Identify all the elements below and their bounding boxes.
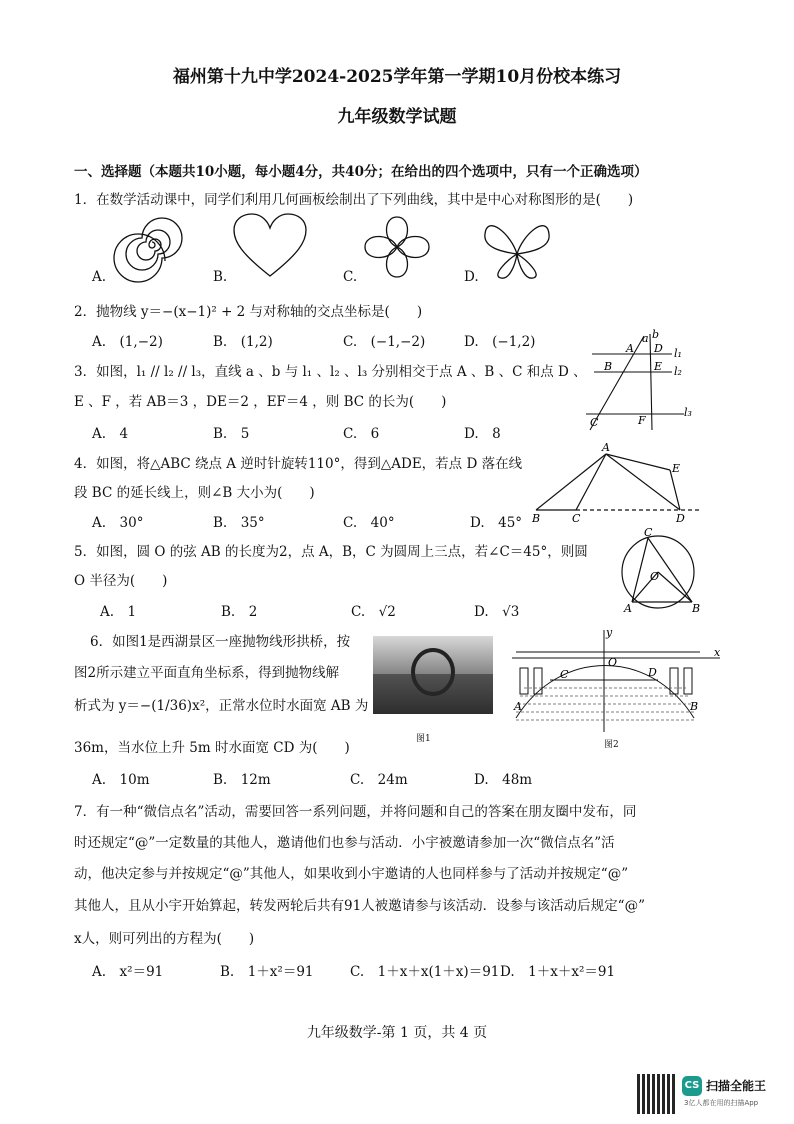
q6-stem-line3: 析式为 y＝−(1/36)x²，正常水位时水面宽 AB 为	[74, 698, 369, 714]
q7-option-c: C. 1＋x＋x(1＋x)＝91	[350, 964, 500, 980]
q5-option-c: C. √2	[351, 604, 396, 620]
q7-stem-line2: 时还规定“@”一定数量的其他人，邀请他们也参与活动．小宇被邀请参加一次“微信点名”活	[74, 835, 615, 851]
q6-bridge-photo	[373, 636, 493, 714]
q7-option-d: D. 1＋x＋x²＝91	[500, 964, 616, 980]
q6-stem-line4: 36m，当水位上升 5m 时水面宽 CD 为( )	[74, 740, 350, 756]
q4-label-D: D	[676, 512, 685, 525]
q3-label-C: C	[590, 416, 599, 429]
q2-option-a: A. (1,−2)	[92, 334, 163, 350]
q3-option-b: B. 5	[213, 426, 250, 442]
q3-label-l1: l₁	[674, 347, 682, 360]
q3-option-c: C. 6	[343, 426, 380, 442]
q5-stem-line2: O 半径为( )	[74, 573, 168, 589]
q4-option-b: B. 35°	[213, 515, 265, 531]
q4-stem-line1: 4．如图，将△ABC 绕点 A 逆时针旋转110°，得到△ADE，若点 D 落在线	[74, 456, 523, 472]
q5-option-a: A. 1	[100, 604, 137, 620]
q6-option-b: B. 12m	[213, 772, 271, 788]
q1-option-d: D.	[464, 269, 479, 285]
camscanner-logo-icon: CS	[682, 1076, 702, 1096]
camscanner-tagline: 3亿人都在用的扫描App	[684, 1099, 759, 1107]
q4-label-C: C	[572, 512, 581, 525]
q6-figure2-caption: 图2	[604, 740, 619, 750]
q6-label-D: D	[648, 666, 657, 679]
camscanner-name: 扫描全能王	[706, 1079, 767, 1093]
q6-option-d: D. 48m	[474, 772, 533, 788]
q6-label-B: B	[690, 700, 699, 713]
q6-option-a: A. 10m	[92, 772, 150, 788]
q3-label-b: b	[652, 328, 660, 341]
q6-figure1-caption: 图1	[416, 734, 431, 744]
q7-stem-line1: 7．有一种“微信点名”活动，需要回答一系列问题，并将问题和自己的答案在朋友圈中发布，同	[74, 804, 637, 820]
q1-figure-butterfly	[482, 214, 552, 280]
q4-option-d: D. 45°	[470, 515, 523, 531]
q5-option-b: B. 2	[221, 604, 258, 620]
q2-option-d: D. (−1,2)	[464, 334, 536, 350]
q1-figure-heart	[232, 214, 308, 278]
q6-stem-line1: 6．如图1是西湖景区一座抛物线形拱桥，按	[90, 634, 351, 650]
q3-label-B: B	[604, 360, 613, 373]
q7-option-a: A. x²＝91	[92, 964, 164, 980]
q3-label-F: F	[638, 414, 646, 427]
q4-stem-line2: 段 BC 的延长线上，则∠B 大小为( )	[74, 485, 315, 501]
q1-figure-spiral	[112, 214, 192, 276]
q3-label-A: A	[626, 342, 634, 355]
q5-circle-figure	[618, 526, 704, 616]
q3-label-l3: l₃	[684, 406, 692, 419]
q2-option-b: B. (1,2)	[213, 334, 273, 350]
q5-option-d: D. √3	[474, 604, 520, 620]
q4-rotation-figure	[530, 440, 706, 526]
q1-option-b: B.	[213, 269, 228, 285]
q7-stem-line5: x人，则可列出的方程为( )	[74, 931, 255, 947]
q5-label-B: B	[692, 602, 701, 615]
q3-parallel-lines-figure	[580, 330, 690, 435]
q4-option-a: A. 30°	[92, 515, 144, 531]
q6-label-y: y	[606, 626, 613, 639]
q1-stem: 1．在数学活动课中，同学们利用几何画板绘制出了下列曲线，其中是中心对称图形的是( )	[74, 192, 634, 208]
q5-label-C: C	[644, 526, 653, 539]
q1-figure-four-petals	[362, 214, 432, 280]
q2-stem: 2．抛物线 y＝−(x−1)² + 2 与对称轴的交点坐标是( )	[74, 304, 423, 320]
q1-option-a: A.	[92, 269, 107, 285]
q3-label-l2: l₂	[674, 365, 682, 378]
q6-option-c: C. 24m	[350, 772, 408, 788]
q6-label-O: O	[608, 656, 618, 669]
q5-label-O: O	[650, 570, 660, 583]
q6-label-x: x	[714, 646, 721, 659]
q7-stem-line3: 动，他决定参与并按规定“@”其他人，如果收到小宇邀请的人也同样参与了活动并按规定“@”	[74, 866, 629, 882]
q3-stem-line2: E 、F ，若 AB＝3 ，DE＝2 ，EF＝4 ，则 BC 的长为( )	[74, 394, 447, 410]
q3-option-d: D. 8	[464, 426, 501, 442]
q3-stem-line1: 3．如图，l₁ // l₂ // l₃，直线 a 、b 与 l₁ 、l₂ 、l₃ 分别相交于点 A 、B 、C 和点 D 、	[74, 364, 587, 380]
q6-label-A: A	[514, 700, 522, 713]
page-footer: 九年级数学-第 1 页，共 4 页	[306, 1025, 488, 1041]
q7-stem-line4: 其他人，且从小宇开始算起，转发两轮后共有91人被邀请参与该活动．设参与该活动后规定“@”	[74, 898, 645, 914]
q5-stem-line1: 5．如图，圆 O 的弦 AB 的长度为2，点 A，B，C 为圆周上三点，若∠C＝45°，则圆	[74, 544, 588, 560]
q4-label-B: B	[532, 512, 541, 525]
qr-code-icon	[637, 1074, 677, 1114]
q3-option-a: A. 4	[92, 426, 129, 442]
q5-label-A: A	[624, 602, 632, 615]
exam-title: 福州第十九中学2024-2025学年第一学期10月份校本练习	[172, 67, 622, 87]
q6-label-C: C	[560, 668, 569, 681]
q6-stem-line2: 图2所示建立平面直角坐标系，得到抛物线解	[74, 665, 340, 681]
q4-option-c: C. 40°	[343, 515, 395, 531]
q2-option-c: C. (−1,−2)	[343, 334, 426, 350]
section-heading: 一、选择题（本题共10小题，每小题4分，共40分；在给出的四个选项中，只有一个正确选项）	[74, 164, 648, 180]
q4-label-E: E	[672, 462, 681, 475]
q3-label-E: E	[654, 360, 663, 373]
q7-option-b: B. 1＋x²＝91	[220, 964, 314, 980]
q6-bridge-coordinate-figure	[510, 628, 724, 734]
q3-label-a: a	[642, 332, 649, 345]
q3-label-D: D	[654, 342, 663, 355]
q4-label-A: A	[602, 441, 610, 454]
exam-subtitle: 九年级数学试题	[337, 107, 457, 127]
q1-option-c: C.	[343, 269, 358, 285]
